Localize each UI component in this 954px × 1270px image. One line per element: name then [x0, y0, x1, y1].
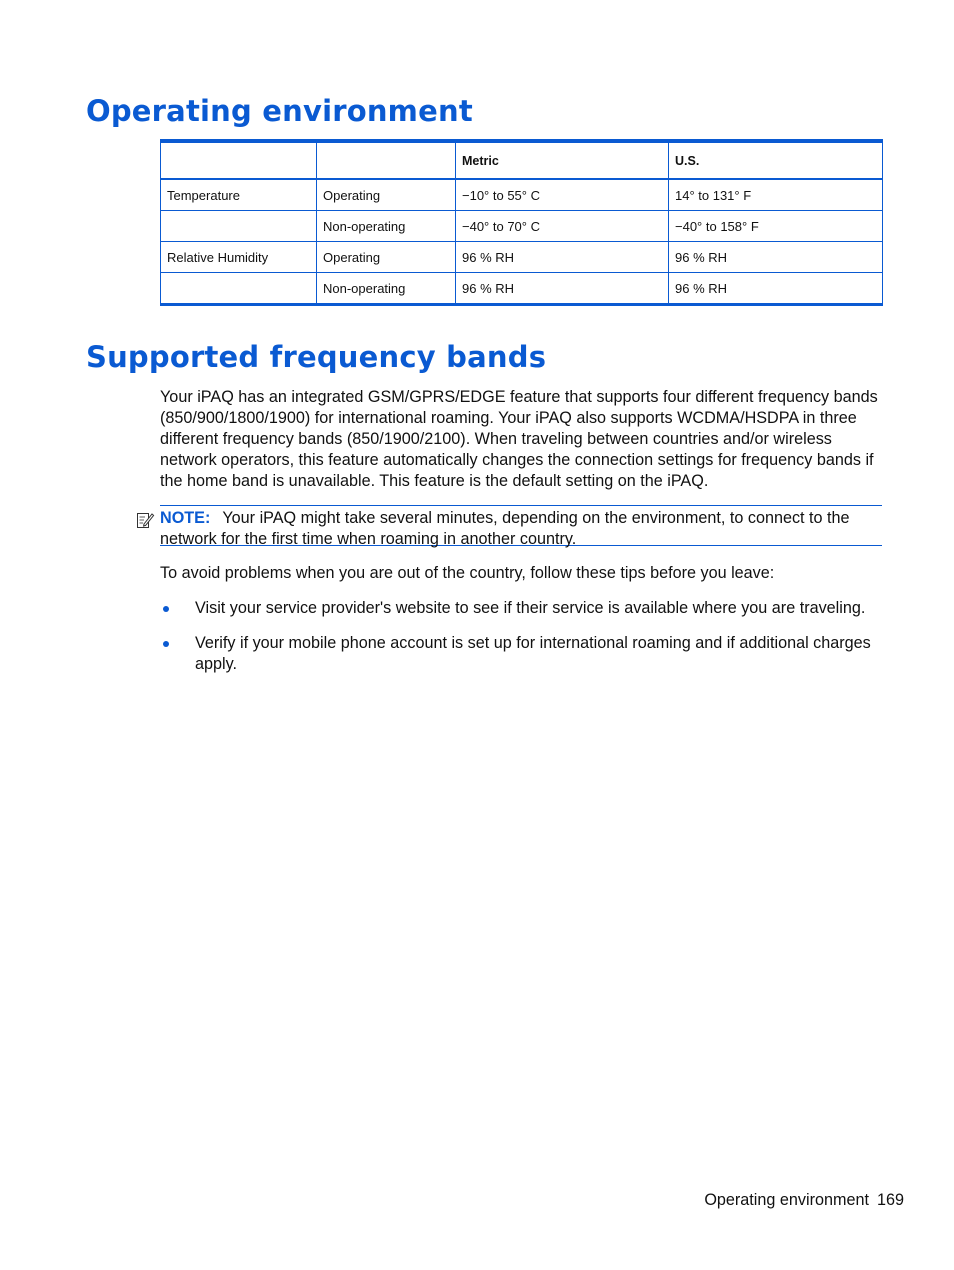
table-cell: −40° to 70° C — [456, 211, 669, 242]
table-cell: Non-operating — [317, 273, 456, 305]
table-cell: 96 % RH — [456, 273, 669, 305]
list-item — [160, 598, 882, 619]
table-cell: 96 % RH — [456, 242, 669, 273]
table-header-cell — [161, 141, 317, 179]
table-cell: Operating — [317, 179, 456, 211]
table-row — [161, 273, 883, 305]
table-cell: Relative Humidity — [161, 242, 317, 273]
bullet-icon — [163, 606, 169, 612]
note-box — [160, 505, 882, 546]
table-cell: −10° to 55° C — [456, 179, 669, 211]
list-item-text: Visit your service provider's website to see if their service is available where you are traveling. — [195, 599, 866, 617]
tips-list — [160, 598, 882, 689]
list-item — [160, 633, 882, 675]
page-number: 169 — [876, 1191, 904, 1209]
bullet-icon — [163, 641, 169, 647]
table-cell: Operating — [317, 242, 456, 273]
table-header-metric: Metric — [456, 141, 669, 179]
table-row — [161, 179, 883, 211]
heading-operating-environment: Operating environment — [86, 94, 473, 128]
tips-intro-paragraph: To avoid problems when you are out of the country, follow these tips before you leave: — [160, 564, 775, 582]
table-cell: Temperature — [161, 179, 317, 211]
operating-environment-table — [160, 139, 883, 306]
table-cell: 96 % RH — [669, 273, 883, 305]
table-cell — [161, 273, 317, 305]
table-row — [161, 211, 883, 242]
intro-paragraph: Your iPAQ has an integrated GSM/GPRS/EDGE feature that supports four different frequency bands (850/900/1800/1900) for international roaming. Your iPAQ also supports WCDMA/HSDPA in three different frequency bands (850/1900/2100). When traveling between countries and/or wireless network operators, this feature automatically changes the connection settings for frequency bands if the home band is unavailable. This feature is the default setting on the iPAQ. — [160, 388, 878, 490]
table-cell: 96 % RH — [669, 242, 883, 273]
table-header-cell — [317, 141, 456, 179]
table-header-row — [161, 141, 883, 179]
table-cell: Non-operating — [317, 211, 456, 242]
heading-supported-frequency-bands: Supported frequency bands — [86, 340, 547, 374]
page-footer — [704, 1191, 904, 1210]
table-row — [161, 242, 883, 273]
list-item-text: Verify if your mobile phone account is set up for international roaming and if additional charges apply. — [195, 634, 871, 673]
table-header-us: U.S. — [669, 141, 883, 179]
table-cell — [161, 211, 317, 242]
table-cell: 14° to 131° F — [669, 179, 883, 211]
note-label: NOTE: — [160, 509, 211, 527]
table-cell: −40° to 158° F — [669, 211, 883, 242]
footer-section-title: Operating environment — [704, 1191, 869, 1209]
note-pencil-icon — [135, 510, 155, 530]
note-text: Your iPAQ might take several minutes, depending on the environment, to connect to the network for the first time when roaming in another country. — [160, 509, 850, 548]
